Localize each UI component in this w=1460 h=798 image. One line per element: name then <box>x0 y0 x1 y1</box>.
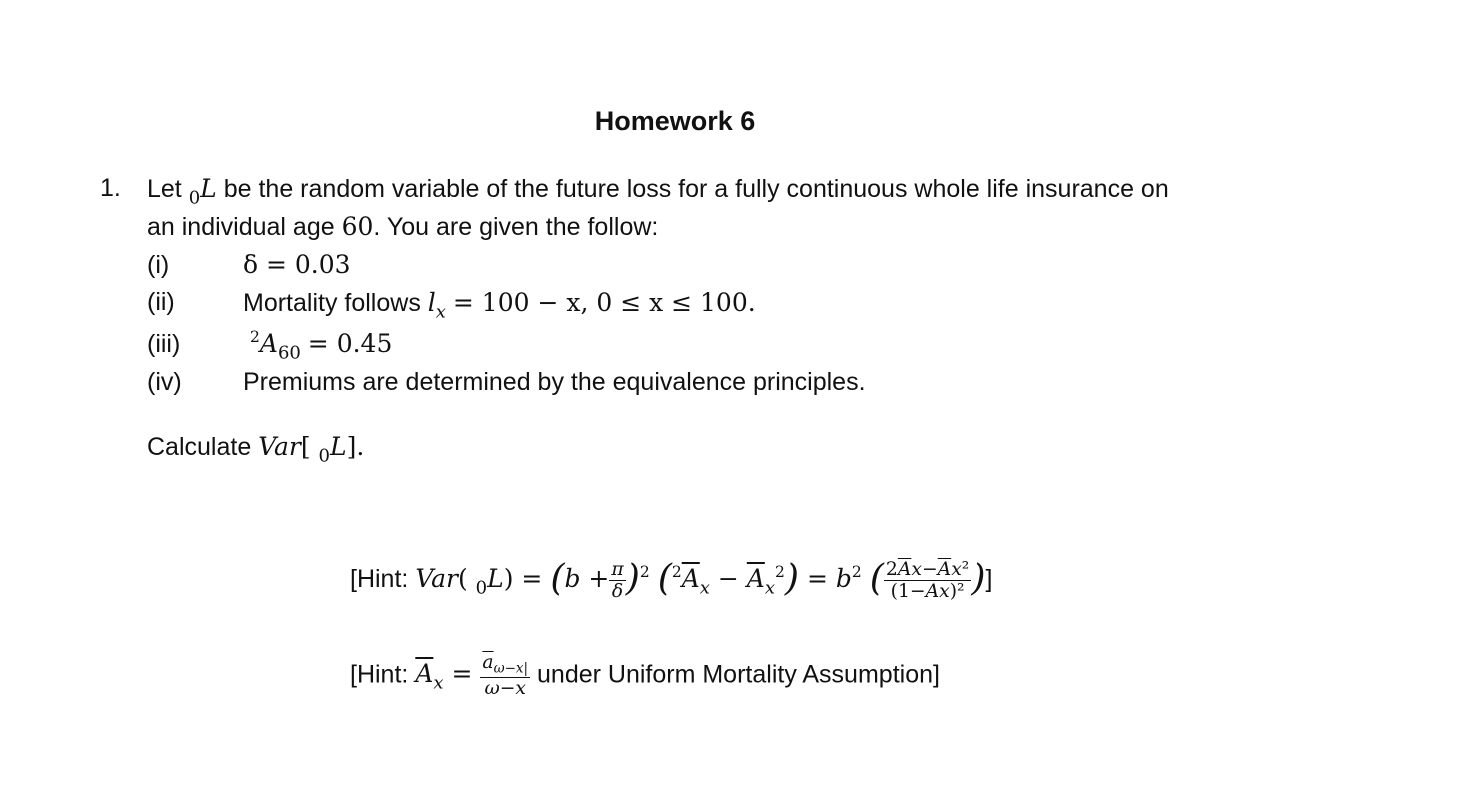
item-label-ii: (ii) <box>147 288 175 316</box>
hint1-prefix: [Hint: <box>350 565 409 594</box>
item-i-math: δ = 0.03 <box>243 250 351 279</box>
item-label-iv: (iv) <box>147 368 182 396</box>
lx-symbol: $l_x$ <box>427 288 446 323</box>
hint1-close: ] <box>985 565 993 594</box>
item-iii-math <box>250 328 392 363</box>
a60-symbol: $^2A_{60}$ <box>250 328 301 364</box>
hint2-formula: $\overline{A}_x$ = $\frac{\overline{a}_{\omega-x|}}{\omega-x}$ <box>415 652 529 700</box>
item-label-iii: (iii) <box>147 330 181 358</box>
line2-b: . You are given the follow: <box>373 213 659 241</box>
mortality-math: = 100 − x, 0 ≤ x ≤ 100. <box>452 288 756 317</box>
hint-1 <box>350 556 992 603</box>
page-title: Homework 6 <box>594 106 756 136</box>
item-label-i: (i) <box>147 251 170 279</box>
item-iv-text: Premiums are determined by the equivalence principles. <box>243 368 866 396</box>
intro-let: Let <box>147 175 182 203</box>
problem-line-1 <box>147 174 1169 208</box>
calculate-label: Calculate <box>147 433 252 461</box>
loss-symbol: $_0$L <box>188 174 217 209</box>
intro-text: be the random variable of the future loss for a fully continuous whole life insurance on <box>223 175 1169 203</box>
problem-line-2 <box>147 212 658 242</box>
calculate-line <box>147 432 364 466</box>
hint1-formula: Var( $_0$L) = (b + $\frac{\pi}{\delta}$ )$^2$ $(^2\overline{A}_x - \overline{A}_x^2) = b^2$ ( $\frac{2\overline{A}x-\overline{A}x^2}{(1-\overline{A}x)^2}$ ) <box>415 556 986 603</box>
var-expression: Var[ $_0$L]. <box>258 432 365 467</box>
hint-2 <box>350 652 940 700</box>
line2-a: an individual age <box>147 213 335 241</box>
age-value: 60 <box>341 212 374 241</box>
problem-number: 1. <box>100 174 121 202</box>
mortality-label: Mortality follows <box>243 289 421 317</box>
a60-value: = 0.45 <box>307 329 393 359</box>
item-ii-text <box>243 288 756 322</box>
hint2-suffix: under Uniform Mortality Assumption] <box>537 660 940 689</box>
hint2-prefix: [Hint: <box>350 660 409 689</box>
